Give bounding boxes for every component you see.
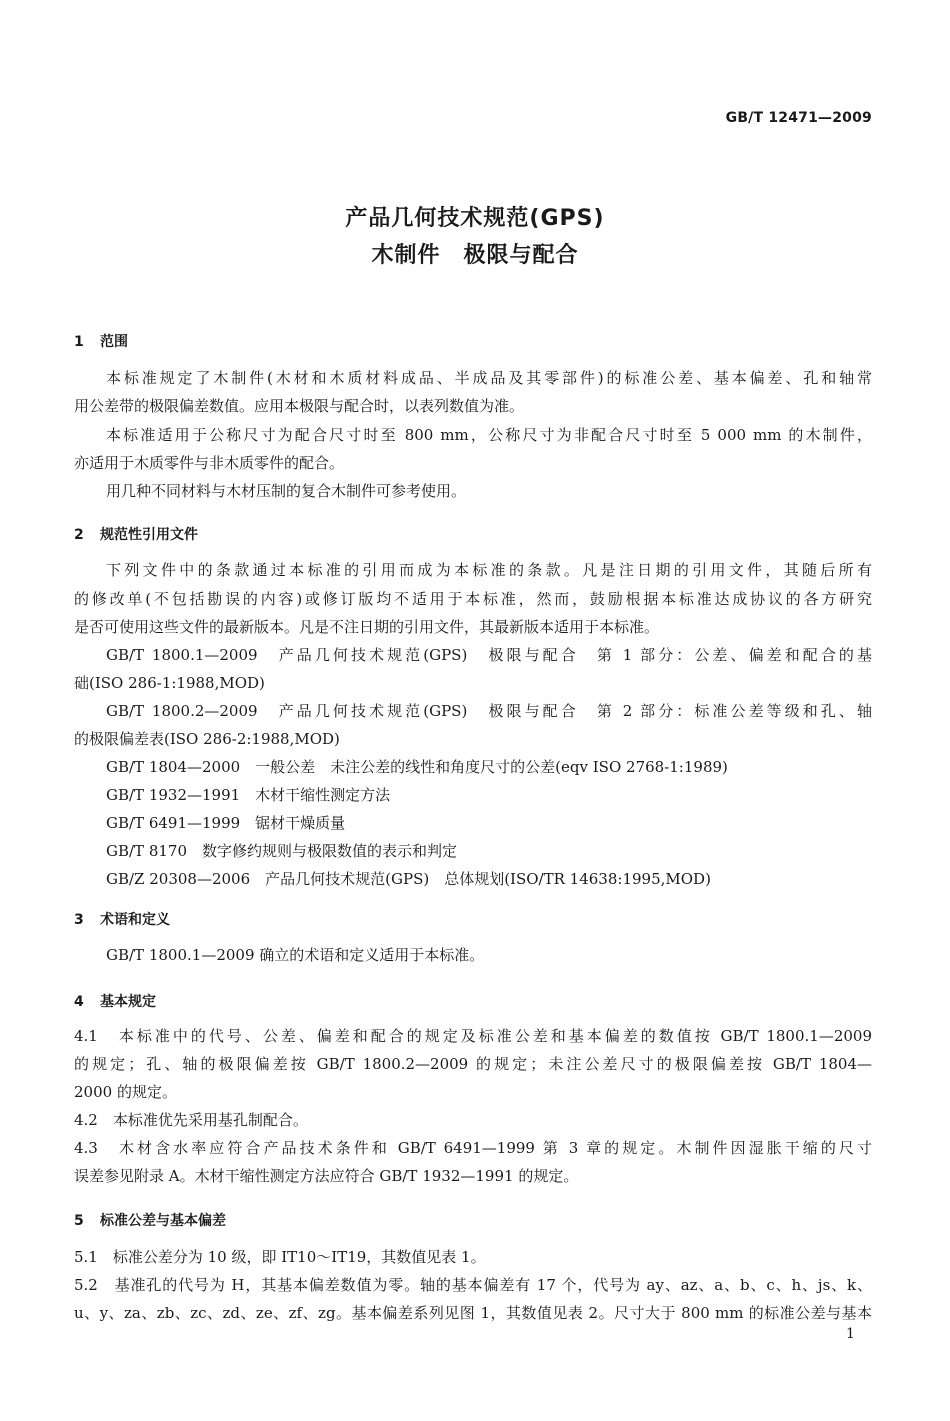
section-title: 规范性引用文件 [100, 527, 198, 543]
section-5-heading [74, 1210, 226, 1230]
reference-entry: GB/T 6491—1999 锯材干燥质量 [106, 814, 346, 832]
clause-line: u、y、za、zb、zc、zd、ze、zf、zg。基本偏差系列见图 1，其数值见表 2。尺寸大于 800 mm 的标准公差与基本 [74, 1304, 872, 1322]
section-title: 基本规定 [100, 994, 156, 1010]
paragraph-line: GB/T 1800.1—2009 确立的术语和定义适用于本标准。 [106, 946, 485, 964]
paragraph-line: 下列文件中的条款通过本标准的引用而成为本标准的条款。凡是注日期的引用文件，其随后所有 [106, 561, 872, 579]
paragraph-line: 是否可使用这些文件的最新版本。凡是不注日期的引用文件，其最新版本适用于本标准。 [74, 618, 660, 636]
section-1-heading [74, 331, 128, 351]
reference-entry: GB/T 1804—2000 一般公差 未注公差的线性和角度尺寸的公差(eqv ISO 2768-1:1989) [106, 758, 728, 776]
reference-entry: GB/T 1800.2—2009 产品几何技术规范(GPS) 极限与配合 第 2 部分：标准公差等级和孔、轴 [106, 702, 872, 720]
document-title-line-1: 产品几何技术规范(GPS) [345, 206, 605, 231]
standard-number: GB/T 12471—2009 [725, 110, 872, 126]
clause-line: 4.3 木材含水率应符合产品技术条件和 GB/T 6491—1999 第 3 章的规定。木制件因湿胀干缩的尺寸 [74, 1139, 872, 1157]
clause-line: 4.2 本标准优先采用基孔制配合。 [74, 1111, 308, 1129]
reference-entry: GB/Z 20308—2006 产品几何技术规范(GPS) 总体规划(ISO/TR 14638:1995,MOD) [106, 870, 711, 888]
clause-line: 误差参见附录 A。木材干缩性测定方法应符合 GB/T 1932—1991 的规定。 [74, 1167, 579, 1185]
clause-line: 的规定；孔、轴的极限偏差按 GB/T 1800.2—2009 的规定；未注公差尺寸的极限偏差按 GB/T 1804— [74, 1055, 872, 1073]
reference-entry: GB/T 1800.1—2009 产品几何技术规范(GPS) 极限与配合 第 1 部分：公差、偏差和配合的基 [106, 646, 872, 664]
section-number: 3 [74, 912, 84, 928]
reference-entry: GB/T 8170 数字修约规则与极限数值的表示和判定 [106, 842, 458, 860]
paragraph-line: 亦适用于木质零件与非木质零件的配合。 [74, 454, 345, 472]
paragraph-line: 用公差带的极限偏差数值。应用本极限与配合时，以表列数值为准。 [74, 397, 525, 415]
section-title: 范围 [100, 334, 128, 350]
section-number: 2 [74, 527, 84, 543]
paragraph-line: 的修改单(不包括勘误的内容)或修订版均不适用于本标准，然而，鼓励根据本标准达成协议的各方研究 [74, 590, 872, 608]
clause-line: 2000 的规定。 [74, 1083, 177, 1101]
clause-line: 5.2 基准孔的代号为 H，其基本偏差数值为零。轴的基本偏差有 17 个，代号为 ay、az、a、b、c、h、js、k、 [74, 1276, 872, 1294]
paragraph-line: 本标准规定了木制件(木材和木质材料成品、半成品及其零部件)的标准公差、基本偏差、孔和轴常 [106, 369, 872, 387]
paragraph-line: 本标准适用于公称尺寸为配合尺寸时至 800 mm，公称尺寸为非配合尺寸时至 5 000 mm 的木制件， [106, 426, 872, 444]
clause-line: 5.1 标准公差分为 10 级，即 IT10～IT19，其数值见表 1。 [74, 1248, 486, 1266]
section-number: 4 [74, 994, 84, 1010]
page-number: 1 [846, 1326, 855, 1342]
reference-entry: 的极限偏差表(ISO 286-2:1988,MOD) [74, 730, 340, 748]
section-2-heading [74, 524, 198, 544]
section-number: 5 [74, 1213, 84, 1229]
reference-entry: 础(ISO 286-1:1988,MOD) [74, 674, 265, 692]
clause-line: 4.1 本标准中的代号、公差、偏差和配合的规定及标准公差和基本偏差的数值按 GB/T 1800.1—2009 [74, 1027, 872, 1045]
section-title: 术语和定义 [100, 912, 170, 928]
paragraph-line: 用几种不同材料与木材压制的复合木制件可参考使用。 [106, 482, 467, 500]
section-title: 标准公差与基本偏差 [100, 1213, 226, 1229]
document-title-line-2: 木制件 极限与配合 [371, 243, 579, 268]
section-3-heading [74, 909, 170, 929]
section-4-heading [74, 991, 156, 1011]
section-number: 1 [74, 334, 84, 350]
reference-entry: GB/T 1932—1991 木材干缩性测定方法 [106, 786, 391, 804]
